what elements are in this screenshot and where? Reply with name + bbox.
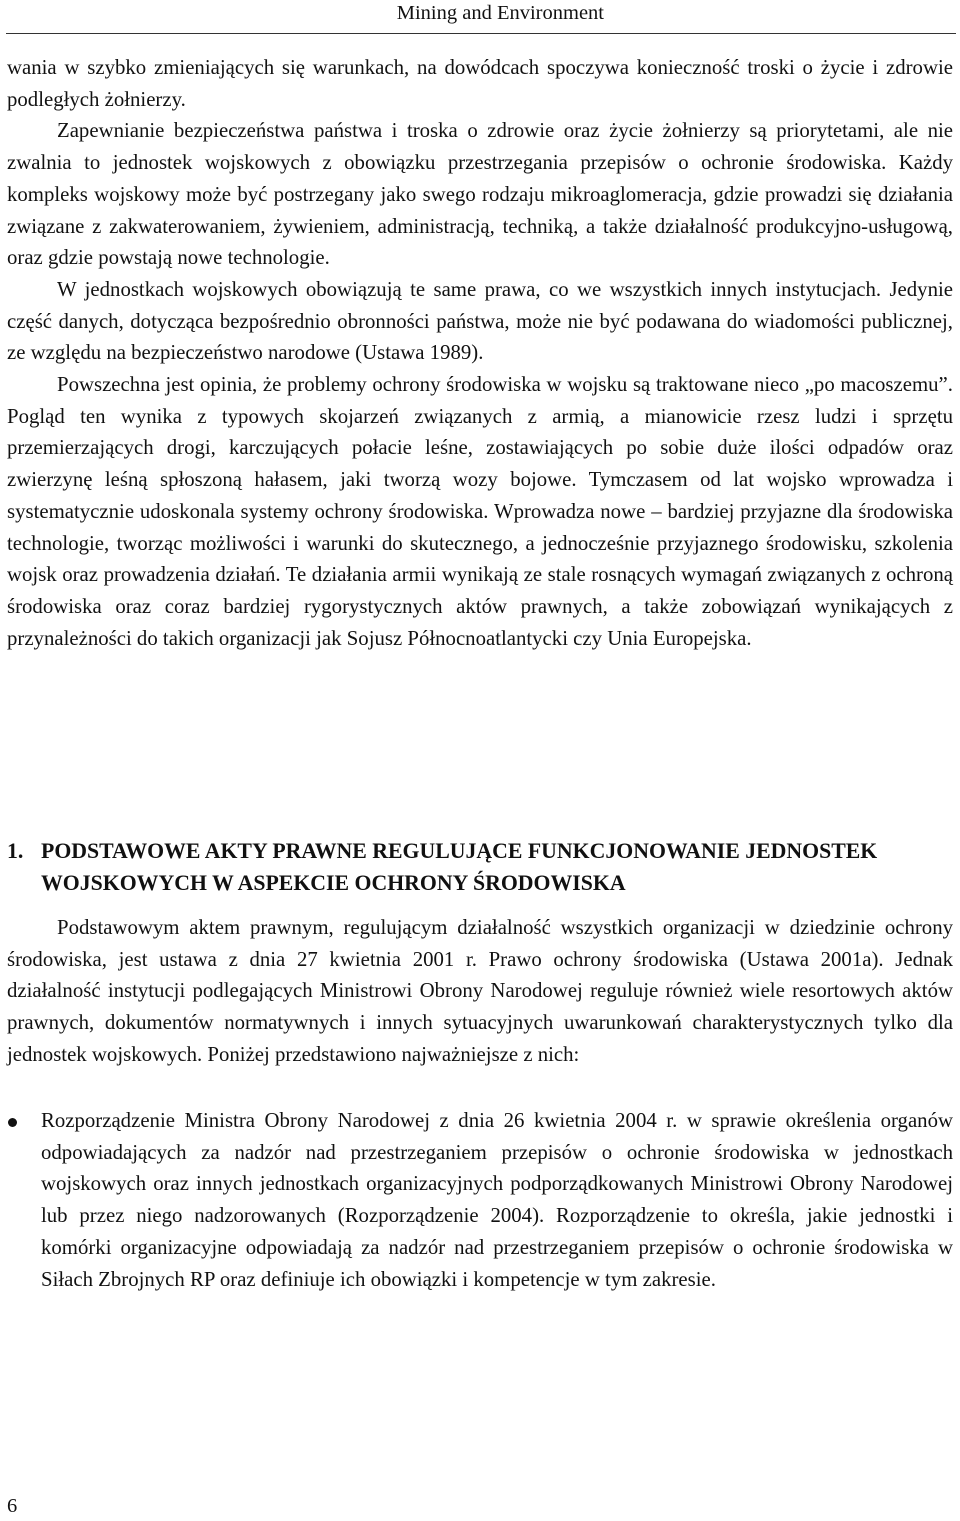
paragraph: Podstawowym aktem prawnym, regulującym działalność wszystkich organizacji w dziedzinie ochrony środowiska, jest ustawa z dnia 27 kwietnia 2001 r. Prawo ochrony środowiska (Ustawa 2001a). Jednak działalność instytucji podlegających Ministrowi Obrony Narodowej reguluje również wiele resortowych aktów prawnych, dokumentów normatywnych i innych sytuacyjnych uwarunkowań charakterystycznych tylko dla jednostek wojskowych. Poniżej przedstawiono najważniejsze z nich: xyxy=(7,916,953,1066)
list-item-text: Rozporządzenie Ministra Obrony Narodowej z dnia 26 kwietnia 2004 r. w sprawie określenia organów odpowiadających za nadzór nad przestrzeganiem przepisów o ochronie środowiska w jednostkach wojskowych oraz innych jednostkach organizacyjnych podporządkowanych Ministrowi Obrony Narodowej lub przez niego nadzorowanych (Rozporządzenie 2004). Rozporządzenie to określa, jakie jednostki i komórki organizacyjne odpowiadają za nadzór nad przestrzeganiem przepisów o ochronie środowiska w Siłach Zbrojnych RP oraz definiuje ich obowiązki i kompetencje w tym zakresie. xyxy=(41,1109,953,1291)
section-title: PODSTAWOWE AKTY PRAWNE REGULUJĄCE FUNKCJONOWANIE JEDNOSTEK WOJSKOWYCH W ASPEKCIE OCHRONY ŚRODOWISKA xyxy=(41,839,878,895)
paragraph: Powszechna jest opinia, że problemy ochrony środowiska w wojsku są traktowane nieco „po macoszemu”. Pogląd ten wynika z typowych skojarzeń związanych z armią, a mianowicie rzesz ludzi i sprzętu przemierzających drogi, karczujących połacie leśne, zostawiających po sobie duże ilości odpadów oraz zwierzynę leśną spłoszoną hałasem, jaki tworzą wozy bojowe. Tymczasem od lat wojsko wprowadza i systematycznie udoskonala systemy ochrony środowiska. Wprowadza nowe – bardziej przyjazne dla środowiska technologie, tworząc możliwości i warunki do skutecznego, a jednocześnie przyjaznego środowisku, szkolenia wojsk oraz prowadzenia działań. Te działania armii wynikają ze stale rosnących wymagań związanych z ochroną środowiska oraz coraz bardziej rygorystycznych aktów prawnych, a także zobowiązań wynikających z przynależności do takich organizacji jak Sojusz Północnoatlantycki czy Unia Europejska. xyxy=(7,373,953,650)
intro-text xyxy=(7,52,953,654)
running-header xyxy=(0,0,960,30)
bullet-icon xyxy=(8,1118,17,1127)
page-number: 6 xyxy=(7,1495,18,1517)
section-text xyxy=(7,912,953,1071)
paragraph: Zapewnianie bezpieczeństwa państwa i troska o zdrowie oraz życie żołnierzy są priorytetami, ale nie zwalnia to jednostek wojskowych z obowiązku przestrzegania przepisów o ochronie środowiska. Każdy kompleks wojskowy może być postrzegany jako swego rodzaju mikroaglomeracja, gdzie prowadzi się działania związane z zakwaterowaniem, żywieniem, administracją, techniką, a także działalność produkcyjno-usługową, oraz gdzie powstają nowe technologie. xyxy=(7,119,953,270)
header-rule xyxy=(6,33,956,34)
running-title: Mining and Environment xyxy=(396,2,604,24)
list-item xyxy=(7,1105,953,1295)
paragraph: wania w szybko zmieniających się warunkach, na dowódcach spoczywa konieczność troski o życie i zdrowie podległych żołnierzy. xyxy=(7,56,953,111)
paragraph: W jednostkach wojskowych obowiązują te same prawa, co we wszystkich innych instytucjach. Jedynie część danych, dotycząca bezpośrednio obronności państwa, może nie być podawana do wiadomości publicznej, ze względu na bezpieczeństwo narodowe (Ustawa 1989). xyxy=(7,277,953,365)
section-number: 1. xyxy=(7,839,24,863)
section-heading xyxy=(7,836,953,899)
